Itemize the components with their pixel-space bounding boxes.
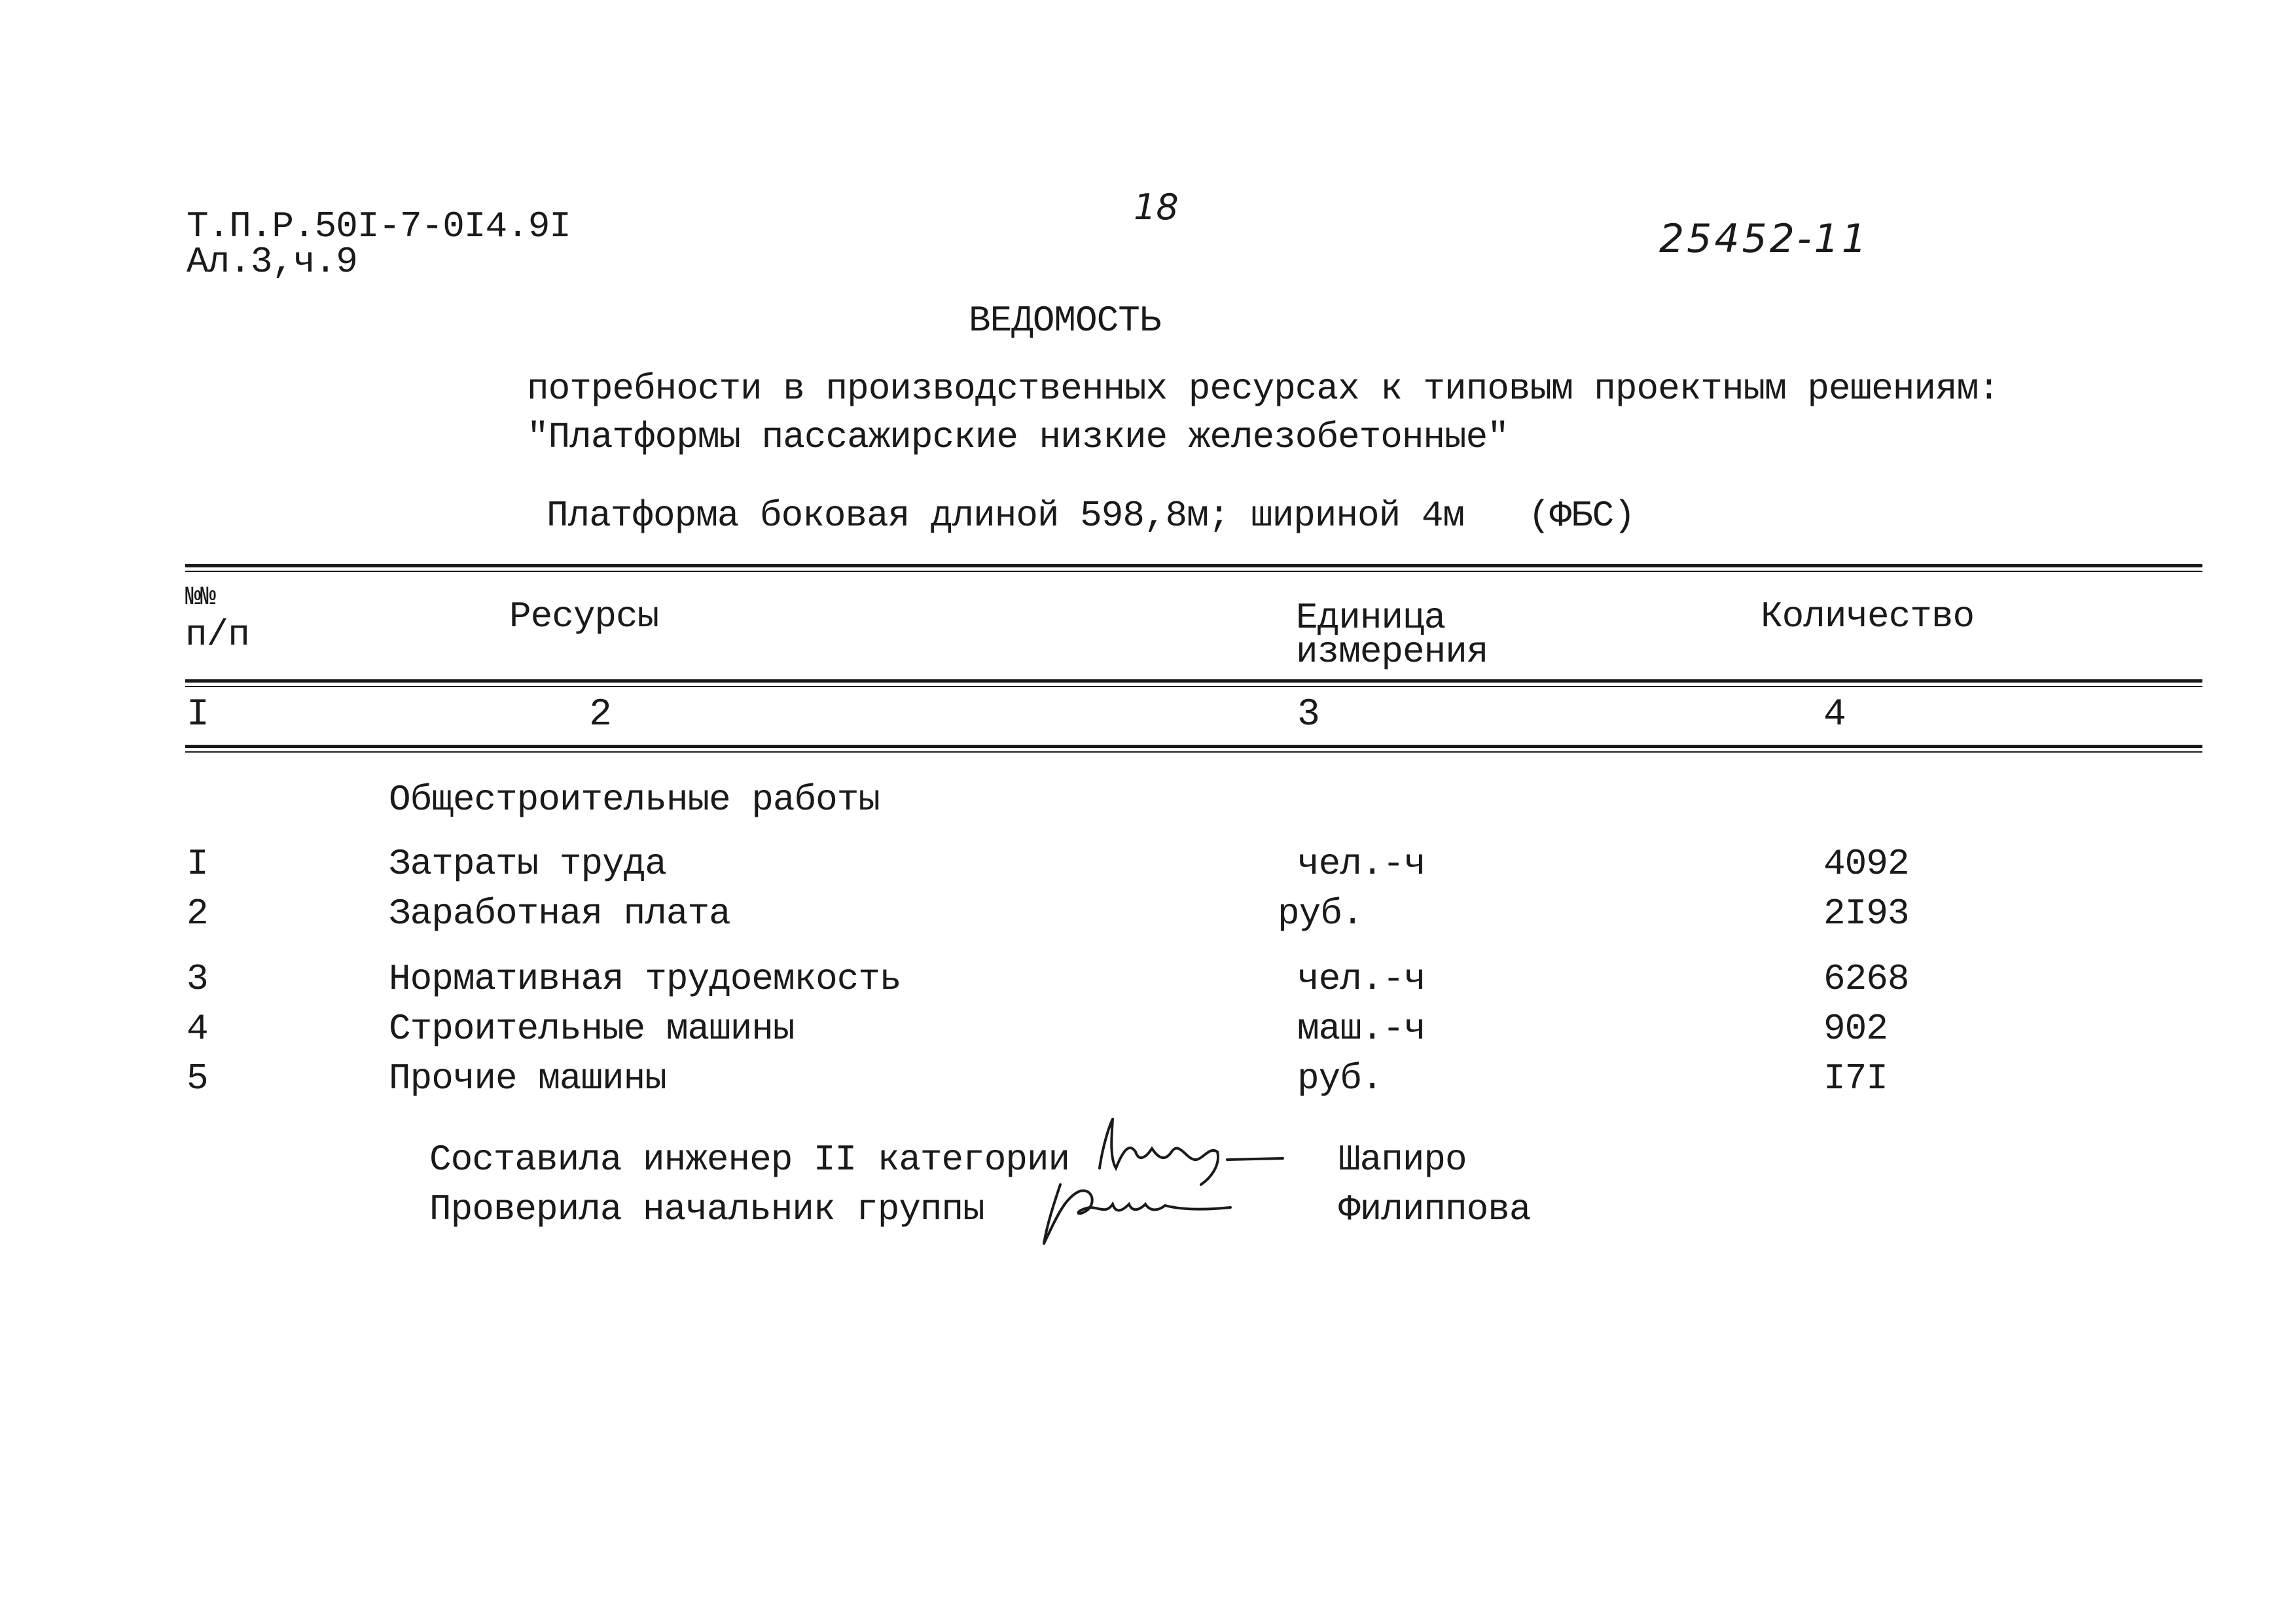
column-number-4: 4 — [1823, 694, 1846, 736]
row-number: 4 — [187, 1008, 208, 1050]
row-quantity: I7I — [1823, 1058, 1888, 1099]
row-unit: чел.-ч — [1297, 958, 1426, 1000]
row-quantity: 2I93 — [1823, 893, 1909, 935]
row-resource: Заработная плата — [389, 893, 730, 935]
row-number: 3 — [187, 958, 208, 1000]
row-resource: Нормативная трудоемкость — [389, 958, 901, 1000]
column-number-3: 3 — [1297, 694, 1319, 736]
subtitle-line-2: "Платформы пассажирские низкие железобетонные" — [527, 416, 1509, 458]
row-resource: Прочие машины — [389, 1058, 666, 1099]
row-number: 5 — [187, 1058, 208, 1099]
row-unit: маш.-ч — [1297, 1008, 1426, 1050]
page-number: 18 — [1134, 187, 1179, 228]
row-quantity: 902 — [1823, 1008, 1888, 1050]
row-number: I — [187, 843, 208, 885]
column-number-1: I — [187, 694, 209, 736]
checked-by-name: Филиппова — [1338, 1188, 1531, 1230]
table-top-rule — [185, 564, 2202, 567]
header-resources: Ресурсы — [509, 596, 659, 637]
header-quantity: Количество — [1761, 596, 1975, 637]
row-number: 2 — [187, 893, 208, 935]
header-unit-line-2: измерения — [1296, 631, 1488, 673]
album-reference: Ал.3,ч.9 — [187, 241, 357, 283]
composed-by-label: Составила инженер II категории — [429, 1139, 1070, 1181]
document-title: ВЕДОМОСТЬ — [969, 300, 1161, 342]
table-top-rule-2 — [185, 571, 2202, 572]
row-unit: руб. — [1278, 893, 1363, 935]
doc-code: Т.П.Р.50I-7-0I4.9I — [187, 205, 571, 247]
header-bottom-rule-2 — [185, 686, 2202, 687]
header-number-sign: №№ — [185, 583, 216, 613]
row-quantity: 6268 — [1823, 958, 1909, 1000]
inventory-number: 25452-11 — [1659, 216, 1869, 262]
row-unit: руб. — [1297, 1058, 1383, 1099]
subtitle-line-1: потребности в производственных ресурсах к типовым проектным решениям: — [527, 368, 2000, 410]
header-number: п/п — [185, 614, 249, 656]
row-resource: Строительные машины — [389, 1008, 795, 1050]
header-bottom-rule — [185, 679, 2202, 683]
column-numbers-rule-2 — [185, 751, 2202, 753]
column-number-2: 2 — [589, 694, 611, 736]
row-resource: Затраты труда — [389, 843, 666, 885]
checked-by-label: Проверила начальник группы — [429, 1188, 984, 1230]
header-unit-line-1: Единица — [1296, 597, 1446, 639]
section-heading: Общестроительные работы — [389, 779, 880, 821]
column-numbers-rule — [185, 745, 2202, 748]
signature-filippova — [1034, 1171, 1244, 1250]
platform-description: Платформа боковая длиной 598,8м; шириной 4м (ФБС) — [547, 495, 1635, 537]
row-quantity: 4092 — [1823, 843, 1909, 885]
composed-by-name: Шапиро — [1338, 1139, 1467, 1181]
row-unit: чел.-ч — [1297, 843, 1426, 885]
